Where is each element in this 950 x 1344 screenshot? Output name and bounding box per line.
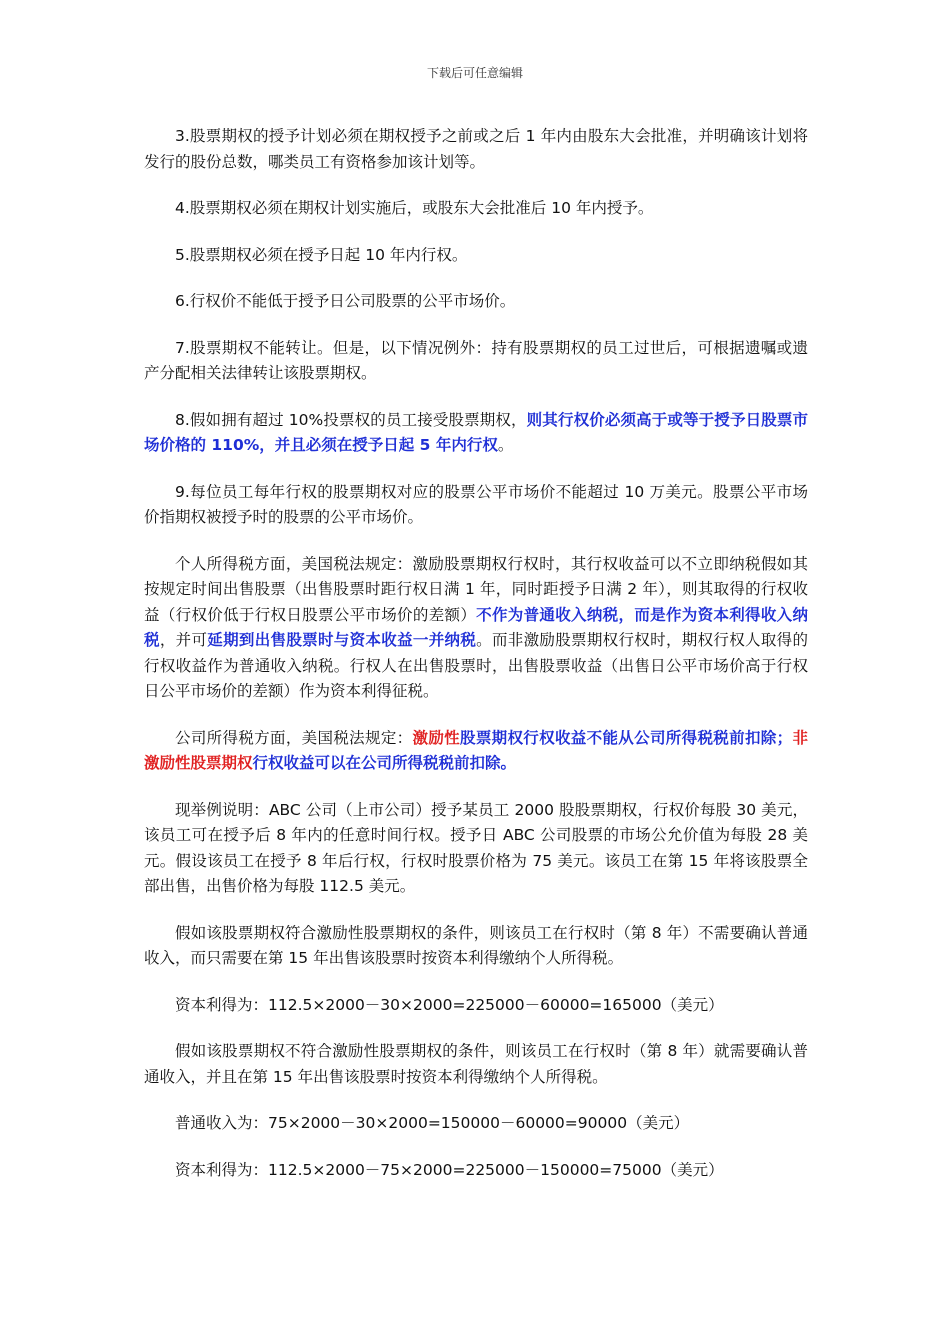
text-segment: 6.行权价不能低于授予日公司股票的公平市场价。 bbox=[175, 292, 516, 310]
paragraph bbox=[144, 921, 808, 972]
paragraph bbox=[144, 726, 808, 777]
text-segment: 。而非激励股票期权行权时，期权行权人取得的行权收益作为普通收入纳税。行权人在出售股票时，出售股票收益（出售日公平市场价高于行权日公平市场价的差额）作为资本利得征税。 bbox=[144, 631, 808, 700]
highlight-blue-text: 行权收益可以在公司所得税税前扣除。 bbox=[252, 754, 517, 772]
highlight-red-text: 非激励性股票期权 bbox=[144, 728, 808, 772]
paragraph bbox=[144, 289, 808, 315]
paragraph bbox=[144, 336, 808, 387]
paragraph bbox=[144, 124, 808, 175]
text-segment: 假如该股票期权不符合激励性股票期权的条件，则该员工在行权时（第 8 年）就需要确认普通收入，并且在第 15 年出售该股票时按资本利得缴纳个人所得税。 bbox=[144, 1042, 808, 1086]
text-segment: 5.股票期权必须在授予日起 10 年内行权。 bbox=[175, 245, 468, 264]
text-segment: ，并可 bbox=[159, 631, 208, 649]
highlight-blue-text: 股票期权行权收益不能从公司所得税税前扣除； bbox=[459, 728, 793, 747]
text-segment: 。 bbox=[497, 436, 514, 454]
text-segment: 现举例说明：ABC 公司（上市公司）授予某员工 2000 股股票期权，行权价每股 30 美元，该员工可在授予后 8 年内的任意时间行权。授予日 ABC 公司股票的市场公允价值为每股 28 美元。假设该员工在授予 8 年后行权，行权时股票价格为 75 美元。该员工在第 15 年将该股票全部出售，出售价格为每股 112.5 美元。 bbox=[144, 800, 808, 895]
paragraph bbox=[144, 1158, 808, 1184]
paragraph bbox=[144, 552, 808, 705]
text-segment: 公司所得税方面，美国税法规定： bbox=[175, 728, 413, 747]
paragraph bbox=[144, 1039, 808, 1090]
text-segment: 3.股票期权的授予计划必须在期权授予之前或之后 1 年内由股东大会批准，并明确该计划将发行的股份总数，哪类员工有资格参加该计划等。 bbox=[144, 127, 808, 171]
text-segment: 4.股票期权必须在期权计划实施后，或股东大会批准后 10 年内授予。 bbox=[175, 199, 654, 217]
paragraph bbox=[144, 196, 808, 222]
highlight-blue-text: 则其行权价必须高于或等于授予日股票市场价格的 110%，并且必须在授予日起 5 年内行权 bbox=[144, 410, 808, 454]
document-body bbox=[144, 124, 808, 1204]
text-segment: 7.股票期权不能转让。但是，以下情况例外：持有股票期权的员工过世后，可根据遗嘱或遗产分配相关法律转让该股票期权。 bbox=[144, 338, 808, 382]
paragraph bbox=[144, 798, 808, 900]
text-segment: 8.假如拥有超过 10%投票权的员工接受股票期权， bbox=[175, 410, 527, 429]
text-segment: 资本利得为：112.5×2000－30×2000=225000－60000=165000（美元） bbox=[175, 995, 724, 1014]
page-header: 下载后可任意编辑 bbox=[426, 66, 523, 80]
text-segment: 假如该股票期权符合激励性股票期权的条件，则该员工在行权时（第 8 年）不需要确认普通收入，而只需要在第 15 年出售该股票时按资本利得缴纳个人所得税。 bbox=[144, 923, 808, 967]
paragraph bbox=[144, 1111, 808, 1137]
text-segment: 资本利得为：112.5×2000－75×2000=225000－150000=75000（美元） bbox=[175, 1160, 724, 1179]
paragraph bbox=[144, 243, 808, 269]
paragraph bbox=[144, 993, 808, 1019]
highlight-blue-text: 延期到出售股票时与资本收益一并纳税 bbox=[207, 631, 477, 649]
text-segment: 个人所得税方面，美国税法规定：激励股票期权行权时，其行权收益可以不立即纳税假如其按规定时间出售股票（出售股票时距行权日满 1 年，同时距授予日满 2 年），则其取得的行权收益（行权价低于行权日股票公平市场价的差额） bbox=[144, 554, 808, 624]
paragraph bbox=[144, 480, 808, 531]
highlight-blue-text: 不作为普通收入纳税，而是作为资本利得收入纳税 bbox=[144, 605, 808, 649]
paragraph bbox=[144, 408, 808, 459]
text-segment: 普通收入为：75×2000－30×2000=150000－60000=90000（美元） bbox=[175, 1114, 690, 1132]
text-segment: 9.每位员工每年行权的股票期权对应的股票公平市场价不能超过 10 万美元。股票公平市场价指期权被授予时的股票的公平市场价。 bbox=[144, 482, 808, 526]
highlight-red-text: 激励性 bbox=[412, 728, 460, 747]
